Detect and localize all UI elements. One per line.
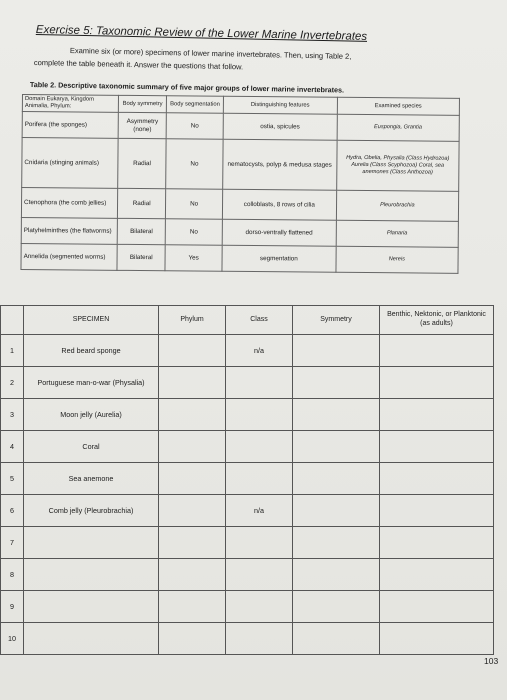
table3-lifestyle-cell[interactable]: [380, 591, 494, 623]
specimen-worksheet-table: [0, 305, 494, 655]
table3-specimen-cell: Moon jelly (Aurelia): [24, 399, 159, 431]
table2-row: [22, 112, 459, 142]
table3-row: [1, 431, 494, 463]
table3-specimen-cell[interactable]: [24, 591, 159, 623]
table3-symmetry-cell[interactable]: [293, 591, 380, 623]
table2-cell-phylum: Platyhelminthes (the flatworms): [21, 218, 117, 245]
exercise-instructions-line2: complete the table beneath it. Answer the questions that follow.: [33, 58, 244, 72]
table2-header-segmentation: Body segmentation: [167, 96, 224, 114]
table3-specimen-cell: Comb jelly (Pleurobrachia): [24, 495, 159, 527]
table3-header-row: [1, 306, 494, 335]
table3-symmetry-cell[interactable]: [293, 335, 380, 367]
table2-cell-species: Hydra, Obelia, Physalia (Class Hydrozoa) Aurelia (Class Scyphozoa) Coral, sea anemones (Class Anthozoa): [336, 141, 459, 192]
table3-symmetry-cell[interactable]: [293, 463, 380, 495]
table3-symmetry-cell[interactable]: [293, 399, 380, 431]
table2-cell-segmentation: No: [166, 189, 223, 219]
table2-header-phylum: Domain Eukarya, Kingdom Animalia, Phylum:: [22, 95, 118, 113]
table2-header-species: Examined species: [337, 97, 460, 116]
table3-header-class: Class: [226, 306, 293, 335]
table3-lifestyle-cell[interactable]: [380, 335, 494, 367]
page-number: 103: [484, 656, 499, 666]
table3-phylum-cell[interactable]: [159, 559, 226, 591]
table3-row-number: 8: [1, 559, 24, 591]
table2-cell-symmetry: Bilateral: [117, 219, 165, 245]
table2-cell-phylum: Cnidaria (stinging animals): [22, 138, 119, 189]
table2-cell-species: Pleurobrachia: [336, 191, 459, 222]
table3-phylum-cell[interactable]: [159, 399, 226, 431]
table3-row: [1, 527, 494, 559]
table3-phylum-cell[interactable]: [159, 495, 226, 527]
table3-header-lifestyle: Benthic, Nektonic, or Planktonic (as adults): [380, 306, 494, 335]
table3-header-phylum: Phylum: [159, 306, 226, 335]
table2-cell-species: Nereis: [336, 247, 459, 274]
table2-cell-features: segmentation: [222, 246, 336, 273]
table2-caption: Table 2. Descriptive taxonomic summary of five major groups of lower marine invertebrates.: [29, 80, 345, 95]
table2-cell-phylum: Ctenophora (the comb jellies): [21, 188, 117, 219]
table2-row: [21, 188, 458, 222]
table3-specimen-cell: Portuguese man-o-war (Physalia): [24, 367, 159, 399]
table3-class-cell[interactable]: [226, 527, 293, 559]
exercise-title: Exercise 5: Taxonomic Review of the Lower Marine Invertebrates: [35, 24, 368, 43]
table3-phylum-cell[interactable]: [159, 367, 226, 399]
table3-specimen-cell[interactable]: [24, 559, 159, 591]
table3-phylum-cell[interactable]: [159, 431, 226, 463]
table3-header-num: [1, 306, 24, 335]
table3-row-number: 2: [1, 367, 24, 399]
table2-cell-features: nematocysts, polyp & medusa stages: [223, 140, 337, 191]
table3-class-cell[interactable]: n/a: [226, 495, 293, 527]
table3-row: [1, 399, 494, 431]
table3-lifestyle-cell[interactable]: [380, 431, 494, 463]
table3-specimen-cell: Red beard sponge: [24, 335, 159, 367]
table3-row-number: 5: [1, 463, 24, 495]
table3-row: [1, 463, 494, 495]
table3-lifestyle-cell[interactable]: [380, 495, 494, 527]
table3-row-number: 6: [1, 495, 24, 527]
table3-class-cell[interactable]: [226, 591, 293, 623]
table3-lifestyle-cell[interactable]: [380, 399, 494, 431]
table3-row-number: 1: [1, 335, 24, 367]
table3-row-number: 10: [1, 623, 24, 655]
table3-phylum-cell[interactable]: [159, 591, 226, 623]
table2-row: [21, 244, 458, 274]
table2-cell-segmentation: No: [166, 139, 223, 189]
table3-specimen-cell[interactable]: [24, 527, 159, 559]
table3-specimen-cell: Coral: [24, 431, 159, 463]
table3-symmetry-cell[interactable]: [293, 495, 380, 527]
table3-symmetry-cell[interactable]: [293, 527, 380, 559]
table3-phylum-cell[interactable]: [159, 527, 226, 559]
table2-header-features: Distinguishing features: [223, 96, 337, 114]
table3-class-cell[interactable]: [226, 623, 293, 655]
table3-row: [1, 623, 494, 655]
table2-cell-symmetry: Bilateral: [117, 245, 165, 271]
table3-symmetry-cell[interactable]: [293, 623, 380, 655]
taxonomic-summary-table: [20, 94, 460, 274]
table3-class-cell[interactable]: n/a: [226, 335, 293, 367]
table2-cell-segmentation: Yes: [165, 245, 222, 271]
table3-row-number: 4: [1, 431, 24, 463]
table3-row: [1, 559, 494, 591]
table3-row: [1, 495, 494, 527]
table2-cell-segmentation: No: [165, 219, 222, 245]
table2-cell-symmetry: Radial: [118, 139, 166, 189]
table3-row: [1, 367, 494, 399]
table2-cell-species: Planaria: [336, 221, 459, 248]
table3-phylum-cell[interactable]: [159, 335, 226, 367]
table3-row-number: 7: [1, 527, 24, 559]
table2-cell-phylum: Annelida (segmented worms): [21, 244, 117, 271]
table2-cell-features: dorso-ventrally flattened: [222, 220, 336, 247]
table3-specimen-cell: Sea anemone: [24, 463, 159, 495]
table3-lifestyle-cell[interactable]: [380, 463, 494, 495]
table2-cell-species: Euspongia, Grantia: [337, 115, 460, 142]
table2-row: [21, 218, 458, 248]
table3-lifestyle-cell[interactable]: [380, 527, 494, 559]
table3-row-number: 3: [1, 399, 24, 431]
table3-lifestyle-cell[interactable]: [380, 623, 494, 655]
table3-class-cell[interactable]: [226, 399, 293, 431]
table3-header-specimen: SPECIMEN: [24, 306, 159, 335]
table3-row: [1, 335, 494, 367]
table3-class-cell[interactable]: [226, 463, 293, 495]
table3-symmetry-cell[interactable]: [293, 559, 380, 591]
table3-symmetry-cell[interactable]: [293, 431, 380, 463]
table2-cell-symmetry: Radial: [118, 189, 166, 219]
table3-phylum-cell[interactable]: [159, 623, 226, 655]
table2-cell-segmentation: No: [166, 113, 223, 139]
table3-lifestyle-cell[interactable]: [380, 559, 494, 591]
table3-header-symmetry: Symmetry: [293, 306, 380, 335]
exercise-instructions-line1: Examine six (or more) specimens of lower marine invertebrates. Then, using Table 2,: [69, 46, 352, 61]
table3-specimen-cell[interactable]: [24, 623, 159, 655]
table3-symmetry-cell[interactable]: [293, 367, 380, 399]
table3-row-number: 9: [1, 591, 24, 623]
table3-class-cell[interactable]: [226, 431, 293, 463]
table3-row: [1, 591, 494, 623]
table2-cell-phylum: Porifera (the sponges): [22, 112, 118, 139]
table3-lifestyle-cell[interactable]: [380, 367, 494, 399]
table2-row: [22, 138, 459, 192]
table3-class-cell[interactable]: [226, 559, 293, 591]
table2-header-symmetry: Body symmetry: [118, 95, 166, 113]
table3-phylum-cell[interactable]: [159, 463, 226, 495]
table3-class-cell[interactable]: [226, 367, 293, 399]
table2-cell-symmetry: Asymmetry (none): [118, 113, 166, 139]
table2-cell-features: colloblasts, 8 rows of cilia: [222, 190, 336, 221]
table2-cell-features: ostia, spicules: [223, 114, 337, 141]
